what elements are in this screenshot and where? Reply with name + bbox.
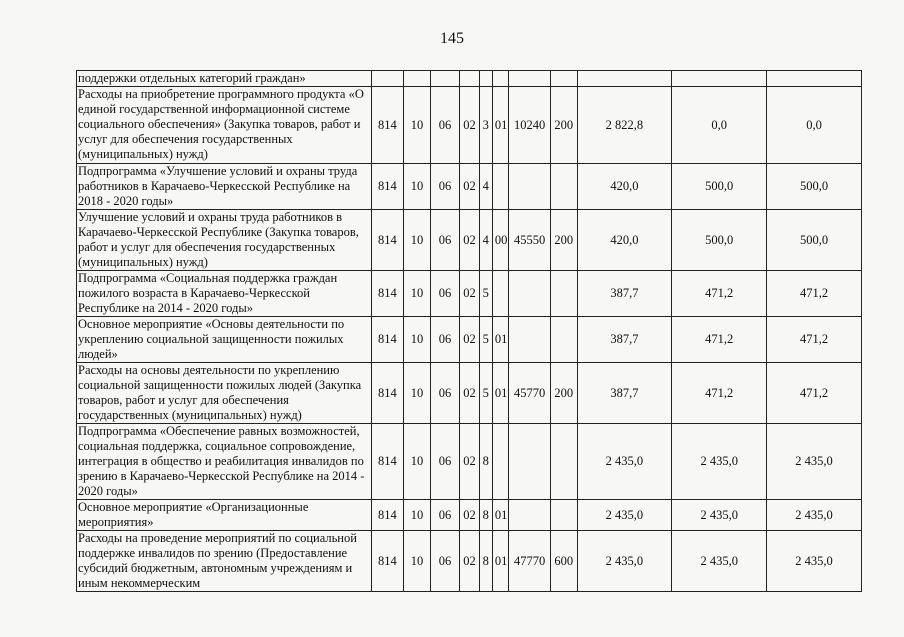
amount-2020-cell: 2 435,0 [767,424,862,500]
subsection-code-cell: 06 [430,424,460,500]
direction-code-cell: 45770 [509,363,551,424]
row-name-cell: Подпрограмма «Социальная поддержка граждан пожилого возраста в Карачаево-Черкесской Республике на 2014 - 2020 годы» [77,271,372,317]
amount-2019-cell: 471,2 [672,317,767,363]
row-name-cell: Подпрограмма «Обеспечение равных возможностей, социальная поддержка, социальное сопровождение, интеграция в общество и реабилитация инвалидов по зрению в Карачаево-Черкесской Республике на 2014 - 2020 годы» [77,424,372,500]
admin-code-cell: 814 [371,363,404,424]
page-number: 145 [440,30,464,47]
subsection-code-cell: 06 [430,363,460,424]
amount-2018-cell: 387,7 [577,363,672,424]
direction-code-cell: 47770 [509,531,551,592]
amount-2020-cell [767,71,862,87]
program-code-cell: 02 [460,164,479,210]
row-name-cell: поддержки отдельных категорий граждан» [77,71,372,87]
direction-code-cell [509,164,551,210]
admin-code-cell: 814 [371,500,404,531]
expense-type-cell [551,271,578,317]
amount-2019-cell: 2 435,0 [672,500,767,531]
amount-2018-cell: 2 822,8 [577,87,672,164]
section-code-cell: 10 [404,87,431,164]
activity-code-cell: 00 [492,210,508,271]
subprogram-code-cell: 8 [479,500,492,531]
admin-code-cell: 814 [371,317,404,363]
program-code-cell: 02 [460,424,479,500]
subprogram-code-cell: 8 [479,424,492,500]
section-code-cell: 10 [404,424,431,500]
subsection-code-cell: 06 [430,531,460,592]
activity-code-cell [492,71,508,87]
table-row [77,71,862,87]
expense-type-cell [551,500,578,531]
admin-code-cell: 814 [371,87,404,164]
activity-code-cell: 01 [492,317,508,363]
direction-code-cell [509,424,551,500]
amount-2018-cell: 420,0 [577,164,672,210]
activity-code-cell: 01 [492,500,508,531]
program-code-cell: 02 [460,87,479,164]
activity-code-cell [492,424,508,500]
amount-2020-cell: 471,2 [767,271,862,317]
amount-2019-cell: 2 435,0 [672,424,767,500]
amount-2020-cell: 0,0 [767,87,862,164]
row-name-cell: Расходы на проведение мероприятий по социальной поддержке инвалидов по зрению (Предоставление субсидий бюджетным, автономным учреждениям и иным некоммерческим [77,531,372,592]
amount-2020-cell: 2 435,0 [767,531,862,592]
amount-2020-cell: 2 435,0 [767,500,862,531]
expense-type-cell: 200 [551,210,578,271]
section-code-cell: 10 [404,210,431,271]
section-code-cell: 10 [404,164,431,210]
amount-2019-cell: 0,0 [672,87,767,164]
amount-2020-cell: 471,2 [767,363,862,424]
program-code-cell: 02 [460,531,479,592]
admin-code-cell: 814 [371,531,404,592]
table-row [77,210,862,271]
row-name-cell: Основное мероприятие «Основы деятельности по укреплению социальной защищенности пожилых людей» [77,317,372,363]
amount-2018-cell: 2 435,0 [577,500,672,531]
amount-2019-cell: 500,0 [672,164,767,210]
direction-code-cell: 45550 [509,210,551,271]
amount-2018-cell [577,71,672,87]
budget-table [76,70,862,592]
table-row [77,500,862,531]
amount-2018-cell: 2 435,0 [577,531,672,592]
amount-2020-cell: 471,2 [767,317,862,363]
table-row [77,317,862,363]
subsection-code-cell [430,71,460,87]
program-code-cell: 02 [460,271,479,317]
direction-code-cell [509,71,551,87]
subsection-code-cell: 06 [430,164,460,210]
amount-2018-cell: 387,7 [577,271,672,317]
table-row [77,363,862,424]
expense-type-cell: 200 [551,87,578,164]
subsection-code-cell: 06 [430,500,460,531]
activity-code-cell: 01 [492,363,508,424]
activity-code-cell [492,271,508,317]
amount-2018-cell: 420,0 [577,210,672,271]
activity-code-cell [492,164,508,210]
table-row [77,271,862,317]
section-code-cell: 10 [404,317,431,363]
table-row [77,164,862,210]
admin-code-cell: 814 [371,164,404,210]
expense-type-cell: 600 [551,531,578,592]
section-code-cell: 10 [404,531,431,592]
admin-code-cell: 814 [371,210,404,271]
amount-2018-cell: 2 435,0 [577,424,672,500]
program-code-cell: 02 [460,500,479,531]
subprogram-code-cell: 5 [479,271,492,317]
amount-2019-cell: 500,0 [672,210,767,271]
expense-type-cell [551,164,578,210]
program-code-cell: 02 [460,363,479,424]
subsection-code-cell: 06 [430,271,460,317]
subprogram-code-cell: 5 [479,317,492,363]
row-name-cell: Расходы на основы деятельности по укреплению социальной защищенности пожилых людей (Закупка товаров, работ и услуг для обеспечения государственных (муниципальных) нужд) [77,363,372,424]
program-code-cell: 02 [460,317,479,363]
subprogram-code-cell: 4 [479,210,492,271]
subprogram-code-cell: 5 [479,363,492,424]
section-code-cell [404,71,431,87]
admin-code-cell [371,71,404,87]
row-name-cell: Подпрограмма «Улучшение условий и охраны труда работников в Карачаево-Черкесской Республике на 2018 - 2020 годы» [77,164,372,210]
subprogram-code-cell: 8 [479,531,492,592]
table-row [77,87,862,164]
row-name-cell: Расходы на приобретение программного продукта «О единой государственной информационной системе социального обеспечения» (Закупка товаров, работ и услуг для обеспечения государственных (муниципальных) нужд) [77,87,372,164]
expense-type-cell [551,424,578,500]
table-row [77,531,862,592]
admin-code-cell: 814 [371,271,404,317]
amount-2018-cell: 387,7 [577,317,672,363]
row-name-cell: Улучшение условий и охраны труда работников в Карачаево-Черкесской Республике (Закупка товаров, работ и услуг для обеспечения государственных (муниципальных) нужд) [77,210,372,271]
section-code-cell: 10 [404,363,431,424]
admin-code-cell: 814 [371,424,404,500]
direction-code-cell [509,271,551,317]
expense-type-cell [551,317,578,363]
row-name-cell: Основное мероприятие «Организационные мероприятия» [77,500,372,531]
activity-code-cell: 01 [492,531,508,592]
amount-2020-cell: 500,0 [767,164,862,210]
amount-2019-cell: 471,2 [672,363,767,424]
section-code-cell: 10 [404,271,431,317]
subprogram-code-cell: 4 [479,164,492,210]
expense-type-cell: 200 [551,363,578,424]
amount-2019-cell: 2 435,0 [672,531,767,592]
amount-2019-cell [672,71,767,87]
subprogram-code-cell [479,71,492,87]
direction-code-cell [509,317,551,363]
amount-2020-cell: 500,0 [767,210,862,271]
activity-code-cell: 01 [492,87,508,164]
direction-code-cell: 10240 [509,87,551,164]
program-code-cell: 02 [460,210,479,271]
subsection-code-cell: 06 [430,317,460,363]
expense-type-cell [551,71,578,87]
amount-2019-cell: 471,2 [672,271,767,317]
table-row [77,424,862,500]
budget-table-body [77,71,862,592]
subprogram-code-cell: 3 [479,87,492,164]
subsection-code-cell: 06 [430,210,460,271]
subsection-code-cell: 06 [430,87,460,164]
program-code-cell [460,71,479,87]
section-code-cell: 10 [404,500,431,531]
direction-code-cell [509,500,551,531]
